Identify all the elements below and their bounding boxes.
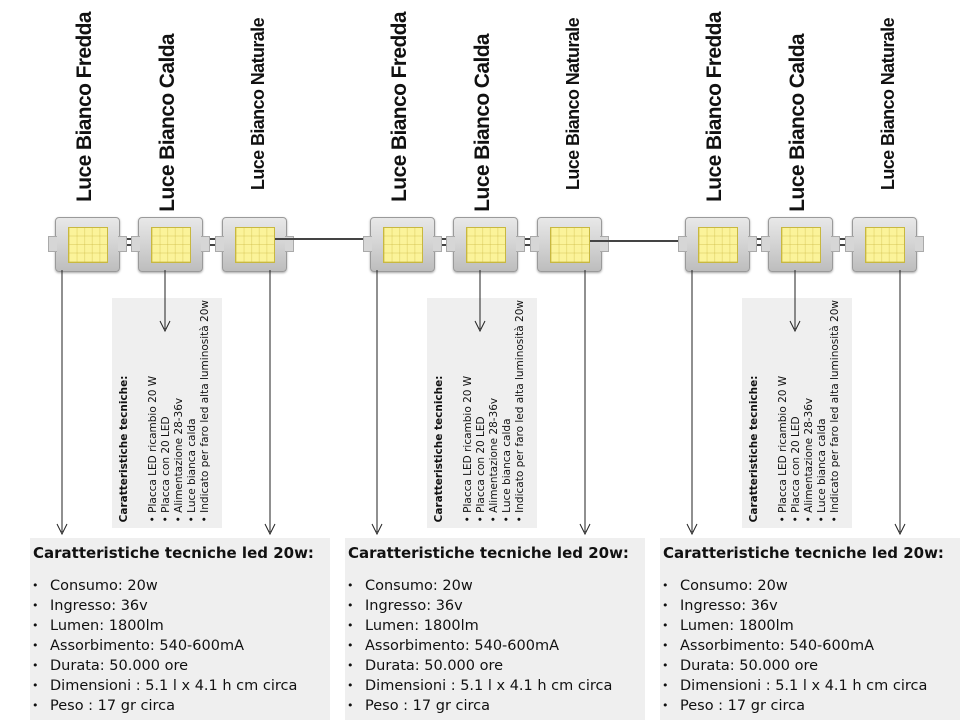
- small-spec-item: • Indicato per faro led alta luminosità 20w: [199, 300, 212, 522]
- big-spec-item: • Assorbimento: 540-600mA: [660, 636, 960, 656]
- big-spec-item: • Ingresso: 36v: [345, 596, 645, 616]
- small-spec-item: • Alimentazione 28-36v: [488, 300, 501, 522]
- big-spec-item: • Peso : 17 gr circa: [30, 696, 330, 716]
- label-natural-white: Luce Bianco Naturale: [563, 18, 583, 191]
- small-spec-title: Caratteristiche tecniche:: [118, 375, 130, 522]
- big-spec-item: • Ingresso: 36v: [660, 596, 960, 616]
- big-spec-item: • Assorbimento: 540-600mA: [30, 636, 330, 656]
- small-spec-item: • Luce bianca calda: [186, 300, 199, 522]
- big-spec-item: • Consumo: 20w: [660, 576, 960, 596]
- big-spec-item: • Lumen: 1800lm: [30, 616, 330, 636]
- big-spec-item: • Peso : 17 gr circa: [345, 696, 645, 716]
- big-spec-item: • Peso : 17 gr circa: [660, 696, 960, 716]
- small-spec-item: • Alimentazione 28-36v: [173, 300, 186, 522]
- label-natural-white: Luce Bianco Naturale: [248, 18, 268, 191]
- small-spec-item: • Placca con 20 LED: [160, 300, 173, 522]
- small-spec-title: Caratteristiche tecniche:: [748, 375, 760, 522]
- small-spec-item: • Placca LED ricambio 20 W: [147, 300, 160, 522]
- small-spec-item: • Indicato per faro led alta luminosità 20w: [829, 300, 842, 522]
- big-spec-list: [30, 576, 330, 716]
- big-spec-title: Caratteristiche tecniche led 20w:: [348, 544, 629, 562]
- small-spec-item: • Alimentazione 28-36v: [803, 300, 816, 522]
- small-spec-item: • Luce bianca calda: [501, 300, 514, 522]
- small-spec-item: • Placca con 20 LED: [790, 300, 803, 522]
- big-spec-item: • Dimensioni : 5.1 l x 4.1 h cm circa: [30, 676, 330, 696]
- small-spec-item: • Placca LED ricambio 20 W: [777, 300, 790, 522]
- small-spec-item: • Placca LED ricambio 20 W: [462, 300, 475, 522]
- label-warm-white: Luce Bianco Calda: [471, 34, 494, 212]
- big-spec-list: [345, 576, 645, 716]
- big-spec-title: Caratteristiche tecniche led 20w:: [663, 544, 944, 562]
- big-spec-panel-2: [345, 538, 645, 720]
- small-spec-title: Caratteristiche tecniche:: [433, 375, 445, 522]
- big-spec-item: • Ingresso: 36v: [30, 596, 330, 616]
- label-warm-white: Luce Bianco Calda: [786, 34, 809, 212]
- big-spec-list: [660, 576, 960, 716]
- label-natural-white: Luce Bianco Naturale: [878, 18, 898, 191]
- big-spec-item: • Consumo: 20w: [345, 576, 645, 596]
- label-cold-white: Luce Bianco Fredda: [703, 12, 726, 202]
- big-spec-item: • Durata: 50.000 ore: [660, 656, 960, 676]
- big-spec-item: • Assorbimento: 540-600mA: [345, 636, 645, 656]
- big-spec-item: • Consumo: 20w: [30, 576, 330, 596]
- big-spec-item: • Lumen: 1800lm: [345, 616, 645, 636]
- big-spec-item: • Durata: 50.000 ore: [345, 656, 645, 676]
- small-spec-item: • Luce bianca calda: [816, 300, 829, 522]
- small-spec-item: • Indicato per faro led alta luminosità 20w: [514, 300, 527, 522]
- big-spec-panel-1: [30, 538, 330, 720]
- small-spec-item: • Placca con 20 LED: [475, 300, 488, 522]
- label-warm-white: Luce Bianco Calda: [156, 34, 179, 212]
- big-spec-item: • Dimensioni : 5.1 l x 4.1 h cm circa: [660, 676, 960, 696]
- big-spec-panel-3: [660, 538, 960, 720]
- big-spec-title: Caratteristiche tecniche led 20w:: [33, 544, 314, 562]
- label-cold-white: Luce Bianco Fredda: [73, 12, 96, 202]
- label-cold-white: Luce Bianco Fredda: [388, 12, 411, 202]
- big-spec-item: • Durata: 50.000 ore: [30, 656, 330, 676]
- big-spec-item: • Dimensioni : 5.1 l x 4.1 h cm circa: [345, 676, 645, 696]
- big-spec-item: • Lumen: 1800lm: [660, 616, 960, 636]
